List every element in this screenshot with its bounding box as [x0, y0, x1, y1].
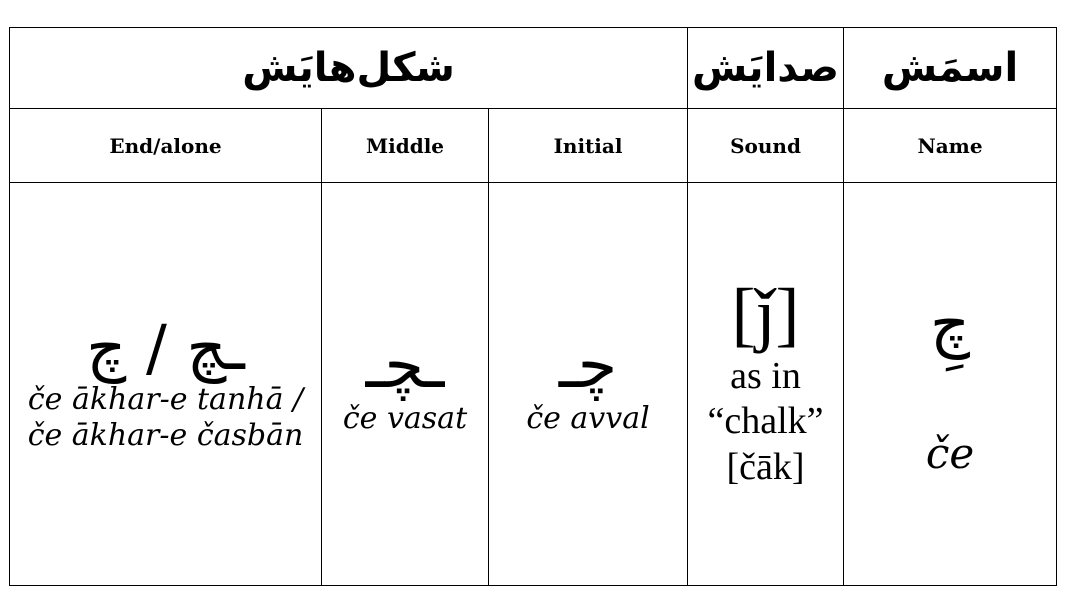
name-translit: če [925, 428, 975, 478]
sound-ipa: [ǰ] [731, 273, 800, 354]
sound-line1: as in [730, 354, 801, 397]
english-header-row [10, 109, 1057, 183]
initial-header-cell [489, 109, 688, 183]
sound-line3: [čāk] [726, 445, 805, 488]
end-alone-glyphs: ـچ / چ [86, 310, 245, 384]
forms-header-cell [10, 28, 688, 109]
name-cell [844, 183, 1057, 586]
name-header-persian: اسمَش [881, 45, 1019, 91]
name-glyph: چِ [930, 287, 971, 361]
middle-header: Middle [365, 133, 445, 158]
sound-line2: “chalk” [707, 400, 824, 443]
sound-header-cell [688, 109, 844, 183]
middle-translit: če vasat [342, 401, 468, 437]
middle-header-cell [322, 109, 489, 183]
middle-glyph: ـچـ [365, 328, 445, 403]
name-header: Name [917, 133, 983, 158]
middle-cell [322, 183, 489, 586]
sound-cell [688, 183, 844, 586]
sound-header-persian: صدایَش [692, 45, 840, 91]
end-alone-translit-line1: če ākhar-e tanhā / [27, 382, 304, 418]
end-alone-header: End/alone [109, 133, 222, 158]
letter-chart-table [9, 27, 1057, 586]
forms-header: شکل‌هایَش [242, 45, 455, 91]
sound-header-persian-cell [688, 28, 844, 109]
letter-content-row [10, 183, 1057, 586]
name-header-persian-cell [844, 28, 1057, 109]
persian-header-row [10, 28, 1057, 109]
end-alone-translit-line2: če ākhar-e časbān [27, 418, 304, 454]
end-alone-header-cell [10, 109, 322, 183]
name-header-cell [844, 109, 1057, 183]
initial-translit: če avval [526, 401, 650, 437]
initial-header: Initial [553, 133, 623, 158]
initial-glyph: چـ [558, 328, 618, 403]
sound-header: Sound [730, 133, 801, 158]
end-alone-cell [10, 183, 322, 586]
initial-cell [489, 183, 688, 586]
